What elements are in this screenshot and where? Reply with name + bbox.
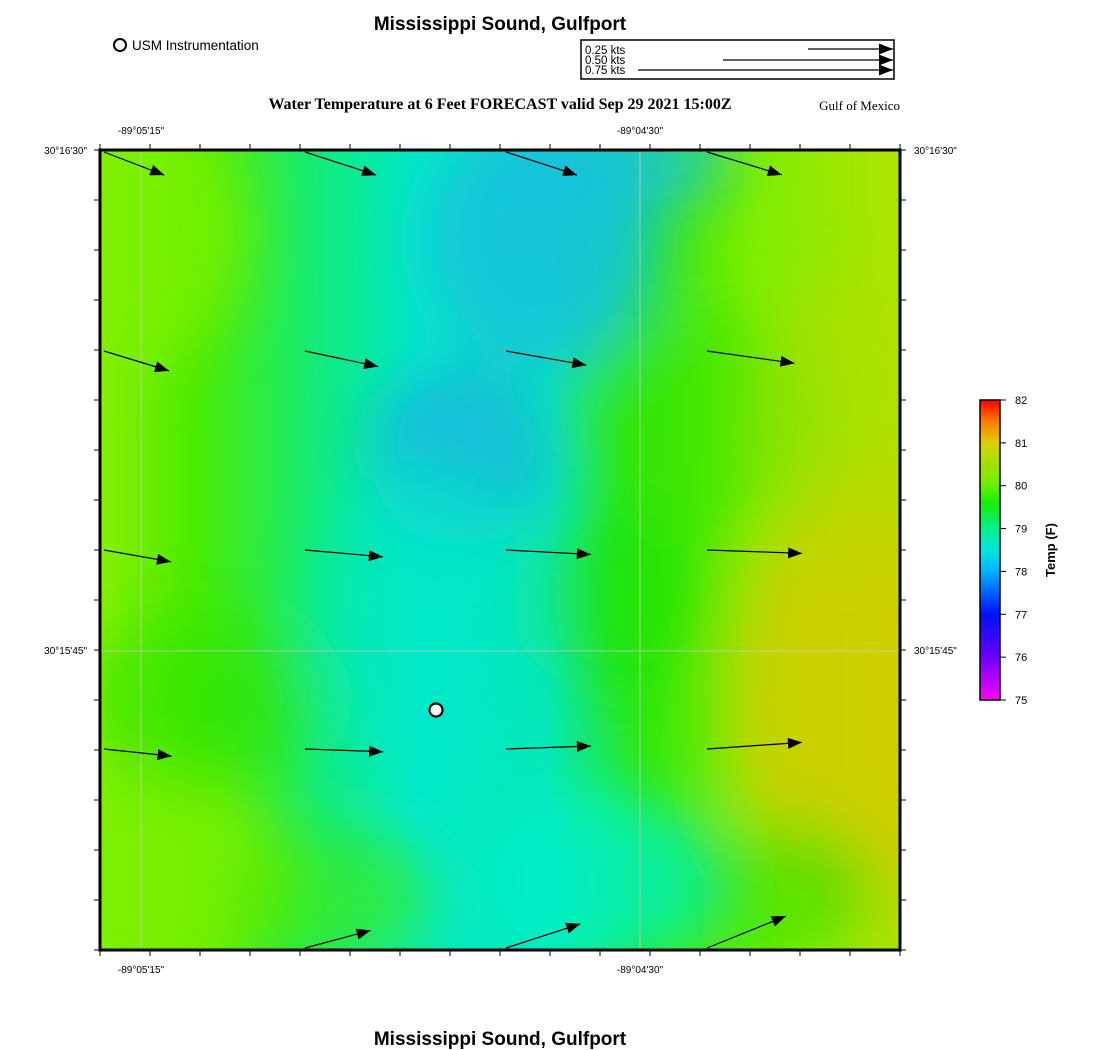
figure-title: Mississippi Sound, Gulfport: [373, 14, 627, 35]
vector-legend-label: 0.50 kts: [585, 55, 626, 67]
colorbar-title: Temp (F): [1043, 523, 1058, 577]
vector-legend-label: 0.25 kts: [585, 45, 626, 57]
station-marker-icon: [114, 39, 126, 51]
y-axis-label-left: 30°15'45": [44, 646, 87, 657]
y-axis-label-left: 30°16'30": [44, 146, 87, 157]
colorbar-tick-label: 75: [1015, 695, 1028, 707]
y-axis-label-right: 30°15'45": [914, 646, 957, 657]
station-legend-label: USM Instrumentation: [132, 38, 259, 53]
vector-legend-label: 0.75 kts: [585, 65, 626, 77]
colorbar-tick-label: 80: [1015, 480, 1028, 493]
colorbar: [980, 395, 1058, 707]
colorbar-tick-label: 79: [1015, 523, 1028, 536]
y-axis-label-right: 30°16'30": [914, 146, 957, 157]
x-axis-label-bottom: -89°05'15": [117, 965, 165, 976]
region-label: Gulf of Mexico: [819, 98, 900, 113]
colorbar-tick-label: 77: [1015, 609, 1028, 622]
temperature-field: [10, 90, 990, 990]
usm-station-marker[interactable]: [430, 704, 443, 717]
colorbar-tick-label: 78: [1015, 566, 1028, 579]
map-subtitle: Water Temperature at 6 Feet FORECAST valid Sep 29 2021 15:00Z: [268, 96, 732, 113]
colorbar-tick-label: 82: [1015, 395, 1028, 407]
colorbar-gradient: [980, 400, 1000, 700]
colorbar-tick-label: 81: [1015, 437, 1028, 450]
x-axis-label-top: -89°05'15": [117, 126, 165, 137]
footer-title: Mississippi Sound, Gulfport: [373, 1029, 627, 1050]
vector-legend: [581, 40, 894, 79]
x-axis-label-bottom: -89°04'30": [616, 965, 664, 976]
x-axis-label-top: -89°04'30": [616, 126, 664, 137]
colorbar-tick-label: 76: [1015, 652, 1028, 665]
